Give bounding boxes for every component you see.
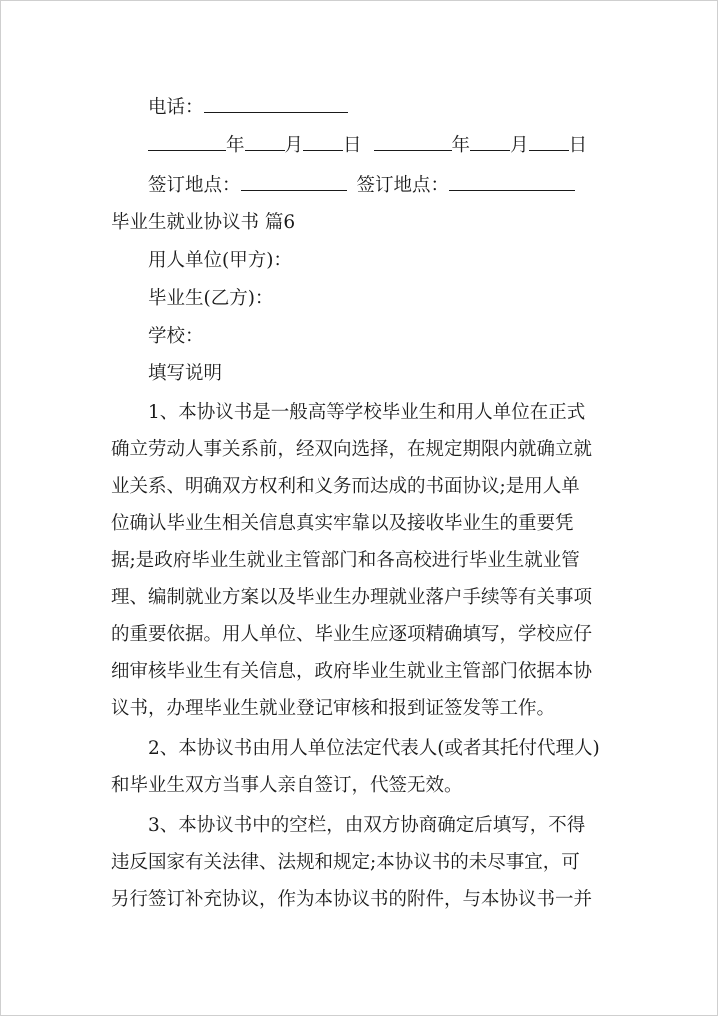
paragraph-line: 位确认毕业生相关信息真实牢靠以及接收毕业生的重要凭: [111, 513, 574, 534]
year-blank-1: [148, 132, 226, 151]
party-school: 学校：: [148, 326, 204, 347]
phone-row: [148, 94, 648, 121]
paragraph-line: 业关系、明确双方权利和义务而达成的书面协议;是用人单: [111, 476, 580, 497]
year-label-2: 年: [451, 135, 471, 156]
section-title: 毕业生就业协议书 篇6: [111, 212, 296, 233]
month-blank-1: [245, 132, 285, 151]
month-blank-2: [470, 132, 510, 151]
party-graduate: 毕业生(乙方)：: [148, 288, 274, 309]
paragraph-line: 另行签订补充协议，作为本协议书的附件，与本协议书一并: [111, 889, 593, 910]
month-label-2: 月: [510, 135, 529, 156]
place-blank-2: [449, 172, 575, 191]
date-row: [148, 132, 648, 159]
phone-blank: [204, 94, 348, 113]
paragraph-line: 2、本协议书由用人单位法定代表人(或者其托付代理人): [148, 738, 600, 759]
phone-label: 电话：: [148, 97, 204, 118]
party-employer: 用人单位(甲方)：: [148, 250, 292, 271]
paragraph-line: 3、本协议书中的空栏，由双方协商确定后填写，不得: [148, 815, 586, 836]
year-blank-2: [374, 132, 452, 151]
place-blank-1: [241, 172, 347, 191]
paragraph-line: 据;是政府毕业生就业主管部门和各高校进行毕业生就业管: [111, 550, 580, 571]
paragraph-line: 议书，办理毕业生就业登记审核和报到证签发等工作。: [111, 698, 556, 719]
day-label-1: 日: [343, 135, 362, 156]
day-blank-2: [529, 132, 569, 151]
paragraph-line: 的重要依据。用人单位、毕业生应逐项精确填写，学校应仔: [111, 624, 593, 645]
day-blank-1: [303, 132, 343, 151]
paragraph-line: 和毕业生双方当事人亲自签订，代签无效。: [111, 775, 463, 796]
year-label-1: 年: [226, 135, 245, 156]
paragraph-line: 细审核毕业生有关信息，政府毕业生就业主管部门依据本协: [111, 661, 593, 682]
place-row: [148, 172, 648, 199]
place-label-2: 签订地点：: [356, 175, 450, 196]
place-label-1: 签订地点：: [148, 175, 241, 196]
month-label-1: 月: [284, 135, 304, 156]
paragraph-line: 理、编制就业方案以及毕业生办理就业落户手续等有关事项: [111, 587, 593, 608]
paragraph-line: 违反国家有关法律、法规和规定;本协议书的未尽事宜，可: [111, 852, 580, 873]
paragraph-line: 1、本协议书是一般高等学校毕业生和用人单位在正式: [148, 402, 586, 423]
paragraph-line: 确立劳动人事关系前，经双向选择，在规定期限内就确立就: [111, 439, 593, 460]
instructions-title: 填写说明: [148, 363, 223, 384]
day-label-2: 日: [568, 135, 588, 156]
